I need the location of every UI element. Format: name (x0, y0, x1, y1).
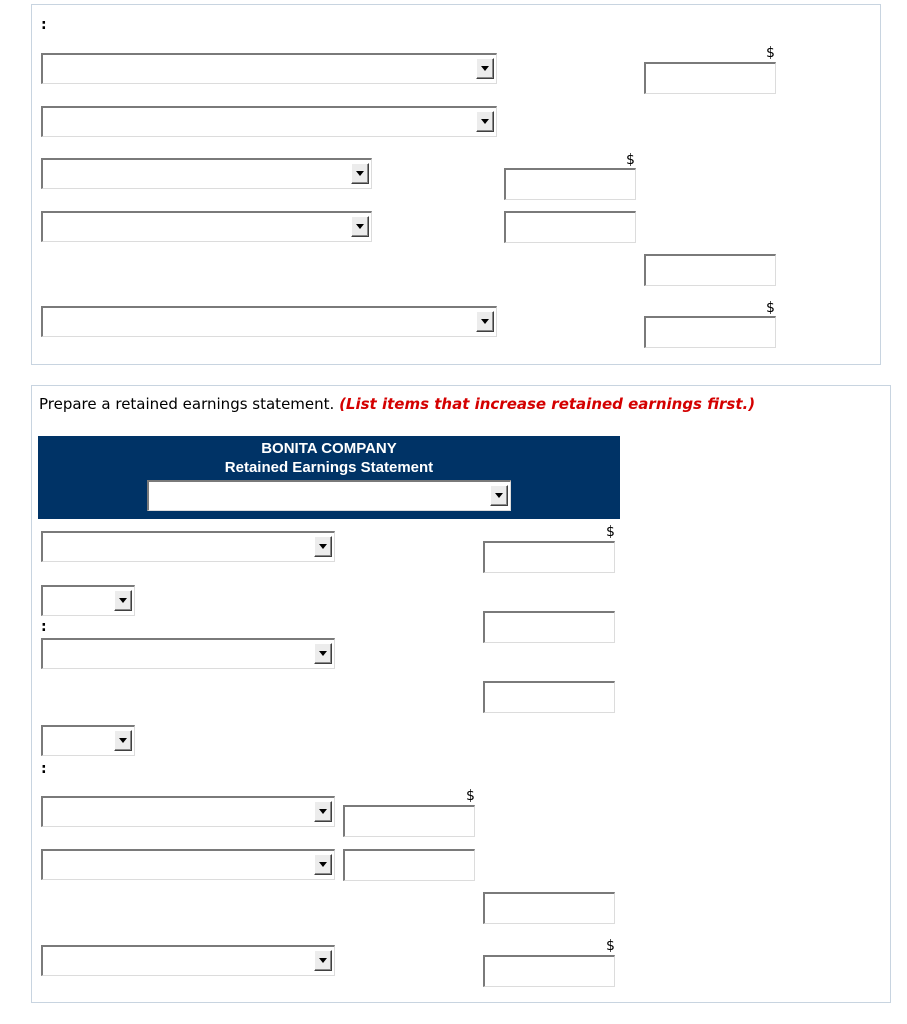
chevron-down-icon[interactable] (114, 730, 132, 751)
account-select-2[interactable] (41, 106, 497, 137)
chevron-down-icon[interactable] (114, 590, 132, 611)
colon-label: : (41, 17, 47, 33)
total-input-1[interactable] (644, 254, 776, 286)
account-select-1[interactable] (41, 53, 497, 84)
re-total-input[interactable] (483, 955, 615, 987)
re-amount-input-6[interactable] (483, 892, 615, 924)
re-account-select-2[interactable] (41, 638, 335, 669)
chevron-down-icon[interactable] (314, 643, 332, 664)
chevron-down-icon[interactable] (490, 485, 508, 506)
chevron-down-icon[interactable] (351, 216, 369, 237)
re-account-select-5[interactable] (41, 945, 335, 976)
amount-input-2[interactable] (504, 168, 636, 200)
amount-input-1[interactable] (644, 62, 776, 94)
colon-label: : (41, 619, 47, 635)
dollar-sign: $ (766, 300, 775, 316)
chevron-down-icon[interactable] (314, 536, 332, 557)
re-account-select-3[interactable] (41, 796, 335, 827)
instruction-text (39, 395, 755, 413)
chevron-down-icon[interactable] (476, 58, 494, 79)
account-select-5[interactable] (41, 306, 497, 337)
instruction-main: Prepare a retained earnings statement. (39, 395, 335, 413)
amount-input-3[interactable] (504, 211, 636, 243)
re-amount-input-5[interactable] (343, 849, 475, 881)
chevron-down-icon[interactable] (351, 163, 369, 184)
instruction-hint: (List items that increase retained earnings first.) (339, 395, 756, 413)
re-amount-input-2[interactable] (483, 611, 615, 643)
chevron-down-icon[interactable] (476, 111, 494, 132)
chevron-down-icon[interactable] (314, 801, 332, 822)
re-amount-input-4[interactable] (343, 805, 475, 837)
colon-label: : (41, 761, 47, 777)
re-amount-input-1[interactable] (483, 541, 615, 573)
period-select[interactable] (147, 480, 511, 511)
chevron-down-icon[interactable] (476, 311, 494, 332)
dollar-sign: $ (626, 152, 635, 168)
add-less-select-2[interactable] (41, 725, 135, 756)
dollar-sign: $ (766, 45, 775, 61)
account-select-3[interactable] (41, 158, 372, 189)
dollar-sign: $ (466, 788, 475, 804)
dollar-sign: $ (606, 938, 615, 954)
statement-title: Retained Earnings Statement (224, 459, 434, 476)
chevron-down-icon[interactable] (314, 854, 332, 875)
chevron-down-icon[interactable] (314, 950, 332, 971)
re-account-select-4[interactable] (41, 849, 335, 880)
company-name: BONITA COMPANY (261, 440, 397, 457)
re-amount-input-3[interactable] (483, 681, 615, 713)
dollar-sign: $ (606, 524, 615, 540)
amount-input-4[interactable] (644, 316, 776, 348)
re-account-select-1[interactable] (41, 531, 335, 562)
add-less-select-1[interactable] (41, 585, 135, 616)
account-select-4[interactable] (41, 211, 372, 242)
